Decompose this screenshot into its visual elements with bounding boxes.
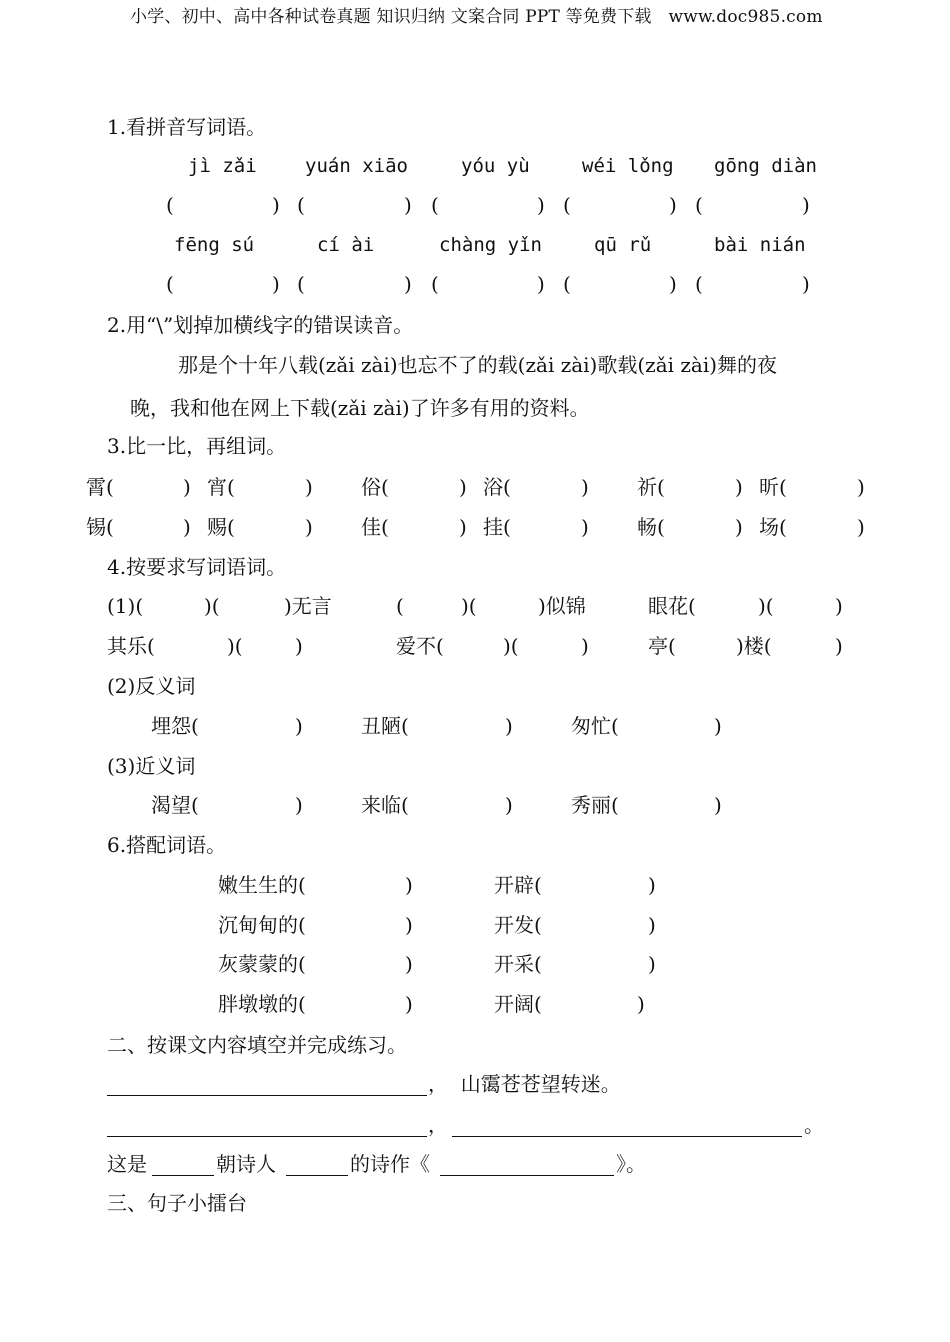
pinyin-5: gōng diàn xyxy=(714,155,817,177)
q3-item-6[interactable]: 昕( xyxy=(759,475,787,499)
idiom-6-c: ) xyxy=(835,634,843,658)
pinyin-9: qū rǔ xyxy=(594,234,652,256)
dynasty-blank[interactable] xyxy=(152,1153,214,1176)
synonym-2-close: ) xyxy=(505,793,513,817)
q3-item-8[interactable]: 赐( xyxy=(207,515,235,539)
q3-title: 3.比一比，再组词。 xyxy=(107,434,287,458)
section-3-title: 三、句子小擂台 xyxy=(107,1191,247,1215)
q4-title: 4.按要求写词语词。 xyxy=(107,555,287,579)
match-left-1[interactable]: 嫩生生的( xyxy=(218,873,306,897)
answer-box-4-open[interactable]: ( xyxy=(563,193,571,217)
match-right-4-close: ) xyxy=(637,992,645,1016)
answer-box-8-open[interactable]: ( xyxy=(431,272,439,296)
synonym-3[interactable]: 秀丽( xyxy=(571,793,619,817)
pinyin-7: cí ài xyxy=(317,234,375,256)
poem-title-label: 的诗作《 xyxy=(350,1152,430,1176)
q6-title: 6.搭配词语。 xyxy=(107,833,227,857)
q3-item-3[interactable]: 俗( xyxy=(361,475,389,499)
q2-line2: 晚，我和他在网上下载(zǎi zài)了许多有用的资料。 xyxy=(130,396,590,420)
synonym-1[interactable]: 渴望( xyxy=(151,793,199,817)
page-header: 小学、初中、高中各种试卷真题 知识归纳 文案合同 PPT 等免费下载 www.doc985.com xyxy=(130,7,823,27)
poet-blank[interactable] xyxy=(286,1153,348,1176)
antonym-3[interactable]: 匆忙( xyxy=(571,714,619,738)
q3-item-2[interactable]: 宵( xyxy=(207,475,235,499)
q3-item-4[interactable]: 浴( xyxy=(483,475,511,499)
idiom-6-b[interactable]: )楼( xyxy=(736,634,772,658)
idiom-5-c: ) xyxy=(581,634,589,658)
answer-box-3-close: ) xyxy=(537,193,545,217)
idiom-5-b[interactable]: )( xyxy=(503,634,519,658)
poem-period: 。 xyxy=(804,1113,824,1137)
q3-item-11[interactable]: 畅( xyxy=(637,515,665,539)
pinyin-2: yuán xiāo xyxy=(305,155,408,177)
match-left-2[interactable]: 沉甸甸的( xyxy=(218,913,306,937)
idiom-3-c: ) xyxy=(835,594,843,618)
answer-box-2-close: ) xyxy=(404,193,412,217)
answer-box-9-open[interactable]: ( xyxy=(563,272,571,296)
q2-title: 2.用“\”划掉加横线字的错误读音。 xyxy=(107,313,414,337)
idiom-3-a[interactable]: 眼花( xyxy=(648,594,696,618)
antonym-2[interactable]: 丑陋( xyxy=(361,714,409,738)
poem-title-close: 》。 xyxy=(616,1152,646,1176)
idiom-2-c: )似锦 xyxy=(538,594,586,618)
q3-item-10[interactable]: 挂( xyxy=(483,515,511,539)
q3-item-10-close: ) xyxy=(581,515,589,539)
answer-box-3-open[interactable]: ( xyxy=(431,193,439,217)
match-left-2-close: ) xyxy=(405,913,413,937)
idiom-6-a[interactable]: 亭( xyxy=(648,634,676,658)
q3-item-5-close: ) xyxy=(735,475,743,499)
q3-item-9[interactable]: 佳( xyxy=(361,515,389,539)
match-left-4[interactable]: 胖墩墩的( xyxy=(218,992,306,1016)
match-right-2[interactable]: 开发( xyxy=(494,913,542,937)
synonym-2[interactable]: 来临( xyxy=(361,793,409,817)
section-2-title: 二、按课文内容填空并完成练习。 xyxy=(107,1033,407,1057)
q3-item-8-close: ) xyxy=(305,515,313,539)
q3-item-4-close: ) xyxy=(581,475,589,499)
match-left-1-close: ) xyxy=(405,873,413,897)
q3-item-9-close: ) xyxy=(459,515,467,539)
q3-item-6-close: ) xyxy=(857,475,865,499)
dynasty-label: 这是 xyxy=(107,1152,147,1176)
q3-item-7-close: ) xyxy=(183,515,191,539)
idiom-2-a[interactable]: ( xyxy=(396,594,404,618)
idiom-5-a[interactable]: 爱不( xyxy=(396,634,444,658)
pinyin-4: wéi lǒng xyxy=(582,155,674,177)
antonym-1-close: ) xyxy=(295,714,303,738)
idiom-4-b[interactable]: )( xyxy=(227,634,243,658)
q3-item-3-close: ) xyxy=(459,475,467,499)
q2-line1: 那是个十年八载(zǎi zài)也忘不了的载(zǎi zài)歌载(zǎi zài)舞的夜 xyxy=(178,353,778,377)
answer-box-10-open[interactable]: ( xyxy=(695,272,703,296)
antonym-1[interactable]: 埋怨( xyxy=(151,714,199,738)
q3-item-1-close: ) xyxy=(183,475,191,499)
answer-box-1-open[interactable]: ( xyxy=(166,193,174,217)
idiom-1-b[interactable]: )( xyxy=(204,594,220,618)
answer-box-6-close: ) xyxy=(272,272,280,296)
pinyin-3: yóu yù xyxy=(461,155,530,177)
q3-item-12-close: ) xyxy=(857,515,865,539)
pinyin-8: chàng yǐn xyxy=(439,234,542,256)
answer-box-4-close: ) xyxy=(669,193,677,217)
q3-item-1[interactable]: 霄( xyxy=(86,475,114,499)
answer-box-9-close: ) xyxy=(669,272,677,296)
answer-box-8-close: ) xyxy=(537,272,545,296)
pinyin-1: jì zǎi xyxy=(188,155,257,177)
match-right-1-close: ) xyxy=(648,873,656,897)
q3-item-2-close: ) xyxy=(305,475,313,499)
q3-item-11-close: ) xyxy=(735,515,743,539)
answer-box-6-open[interactable]: ( xyxy=(166,272,174,296)
match-left-4-close: ) xyxy=(405,992,413,1016)
idiom-3-b[interactable]: )( xyxy=(758,594,774,618)
poem-line-1-tail: ， 山霭苍苍望转迷。 xyxy=(428,1072,621,1096)
idiom-4-c: ) xyxy=(295,634,303,658)
poem-title-blank[interactable] xyxy=(440,1153,614,1176)
match-right-3[interactable]: 开采( xyxy=(494,952,542,976)
pinyin-10: bài nián xyxy=(714,234,806,256)
idiom-4-a[interactable]: 其乐( xyxy=(107,634,155,658)
answer-box-2-open[interactable]: ( xyxy=(297,193,305,217)
poem-blank-3[interactable] xyxy=(452,1114,802,1137)
match-right-1[interactable]: 开辟( xyxy=(494,873,542,897)
idiom-2-b[interactable]: )( xyxy=(461,594,477,618)
q3-item-12[interactable]: 场( xyxy=(759,515,787,539)
pinyin-6: fēng sú xyxy=(174,234,255,256)
antonym-2-close: ) xyxy=(505,714,513,738)
poet-label: 朝诗人 xyxy=(216,1152,276,1176)
answer-box-5-close: ) xyxy=(802,193,810,217)
answer-box-10-close: ) xyxy=(802,272,810,296)
match-right-2-close: ) xyxy=(648,913,656,937)
q1-title: 1.看拼音写词语。 xyxy=(107,115,267,139)
answer-box-1-close: ) xyxy=(272,193,280,217)
q3-item-5[interactable]: 祈( xyxy=(637,475,665,499)
match-left-3[interactable]: 灰蒙蒙的( xyxy=(218,952,306,976)
poem-blank-1[interactable] xyxy=(107,1073,427,1096)
antonym-title: (2)反义词 xyxy=(107,674,196,698)
antonym-3-close: ) xyxy=(714,714,722,738)
match-left-3-close: ) xyxy=(405,952,413,976)
answer-box-7-open[interactable]: ( xyxy=(297,272,305,296)
idiom-1-c: )无言 xyxy=(284,594,332,618)
match-right-3-close: ) xyxy=(648,952,656,976)
answer-box-5-open[interactable]: ( xyxy=(695,193,703,217)
synonym-title: (3)近义词 xyxy=(107,754,196,778)
synonym-3-close: ) xyxy=(714,793,722,817)
idiom-1-a[interactable]: (1)( xyxy=(107,594,144,618)
q3-item-7[interactable]: 锡( xyxy=(86,515,114,539)
match-right-4[interactable]: 开阔( xyxy=(494,992,542,1016)
answer-box-7-close: ) xyxy=(404,272,412,296)
poem-blank-2[interactable] xyxy=(107,1114,427,1137)
poem-comma: ， xyxy=(428,1113,448,1137)
synonym-1-close: ) xyxy=(295,793,303,817)
